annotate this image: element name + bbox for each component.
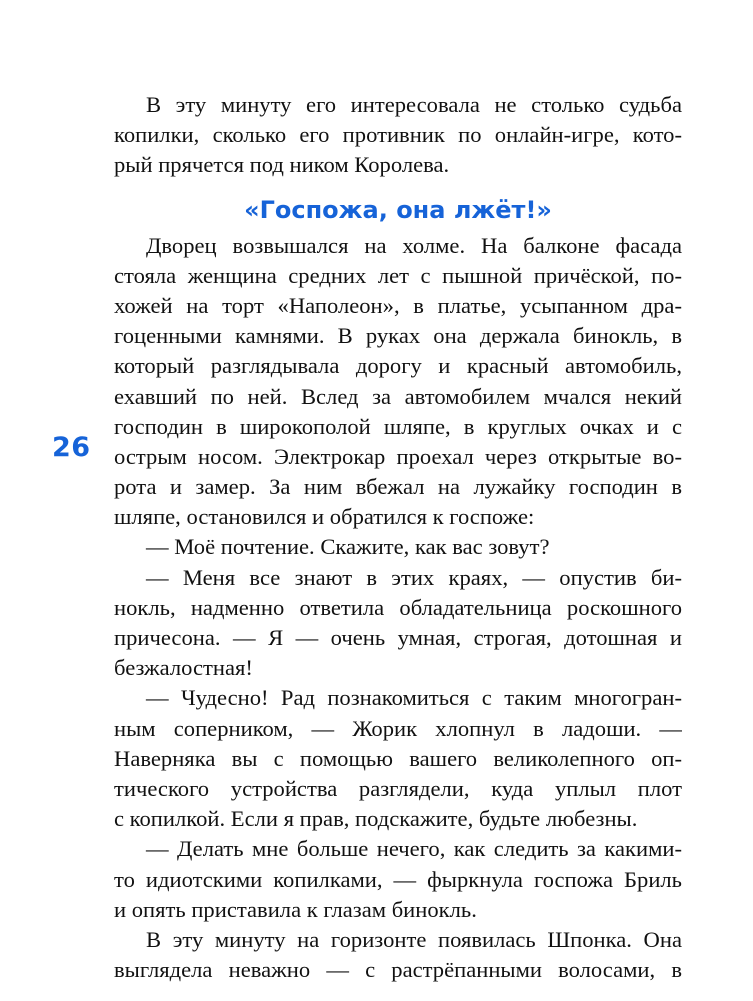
text-line: причесона. — Я — очень умная, строгая, дотошная и [114,625,682,650]
text-line: ехавший по ней. Вслед за автомобилем мчался некий [114,383,682,409]
text-line: тического устройства разглядели, куда уплыл плот [114,775,682,801]
text-line: выглядела неважно — с растрёпанными волосами, в [114,957,682,983]
text-line: ным соперником, — Жорик хлопнул в ладоши. — [114,715,682,741]
text-line: В эту минуту на горизонте появилась Шпонка. Она [146,926,682,952]
text-line: хожей на торт «Наполеон», в платье, усыпанном дра- [114,292,682,318]
text-line: В эту минуту его интересовала не столько судьба [146,92,682,117]
text-line: — Чудесно! Рад познакомиться с таким многогран- [146,685,682,711]
text-line: господин в широкополой шляпе, в круглых очках и с [114,413,682,439]
text-line: и опять приставила к глазам бинокль. [114,896,477,922]
text-line: то идиотскими копилками, — фыркнула госпожа Бриль [114,866,682,892]
text-line: Дворец возвышался на холме. На балконе фасада [146,232,682,258]
text-line: который разглядывала дорогу и красный автомобиль, [114,353,682,379]
text-line: с копилкой. Если я прав, подскажите, будьте любезны. [114,806,638,832]
text-line: — Меня все знают в этих краях, — опустив би- [146,564,682,590]
text-line: Наверняка вы с помощью вашего великолепного оп- [114,745,682,771]
text-line: копилки, сколько его противник по онлайн-игре, кото- [114,122,682,148]
text-line: — Моё почтение. Скажите, как вас зовут? [146,534,550,560]
text-line: шляпе, остановился и обратился к госпоже: [114,504,535,530]
page-number: 26 [52,432,91,463]
text-line: гоценными камнями. В руках она держала бинокль, в [114,323,682,349]
section-heading: «Госпожа, она лжёт!» [244,195,552,224]
text-line: нокль, надменно ответила обладательница роскошного [114,594,682,620]
text-line: безжалостная! [114,655,253,681]
text-line: рота и замер. За ним вбежал на лужайку господин в [114,474,682,500]
text-line: рый прячется под ником Королева. [114,152,450,178]
text-line: стояла женщина средних лет с пышной причёской, по- [114,262,682,288]
text-line: — Делать мне больше нечего, как следить за какими- [146,836,682,862]
text-line: острым носом. Электрокар проехал через открытые во- [114,443,682,469]
body-text [114,90,682,985]
